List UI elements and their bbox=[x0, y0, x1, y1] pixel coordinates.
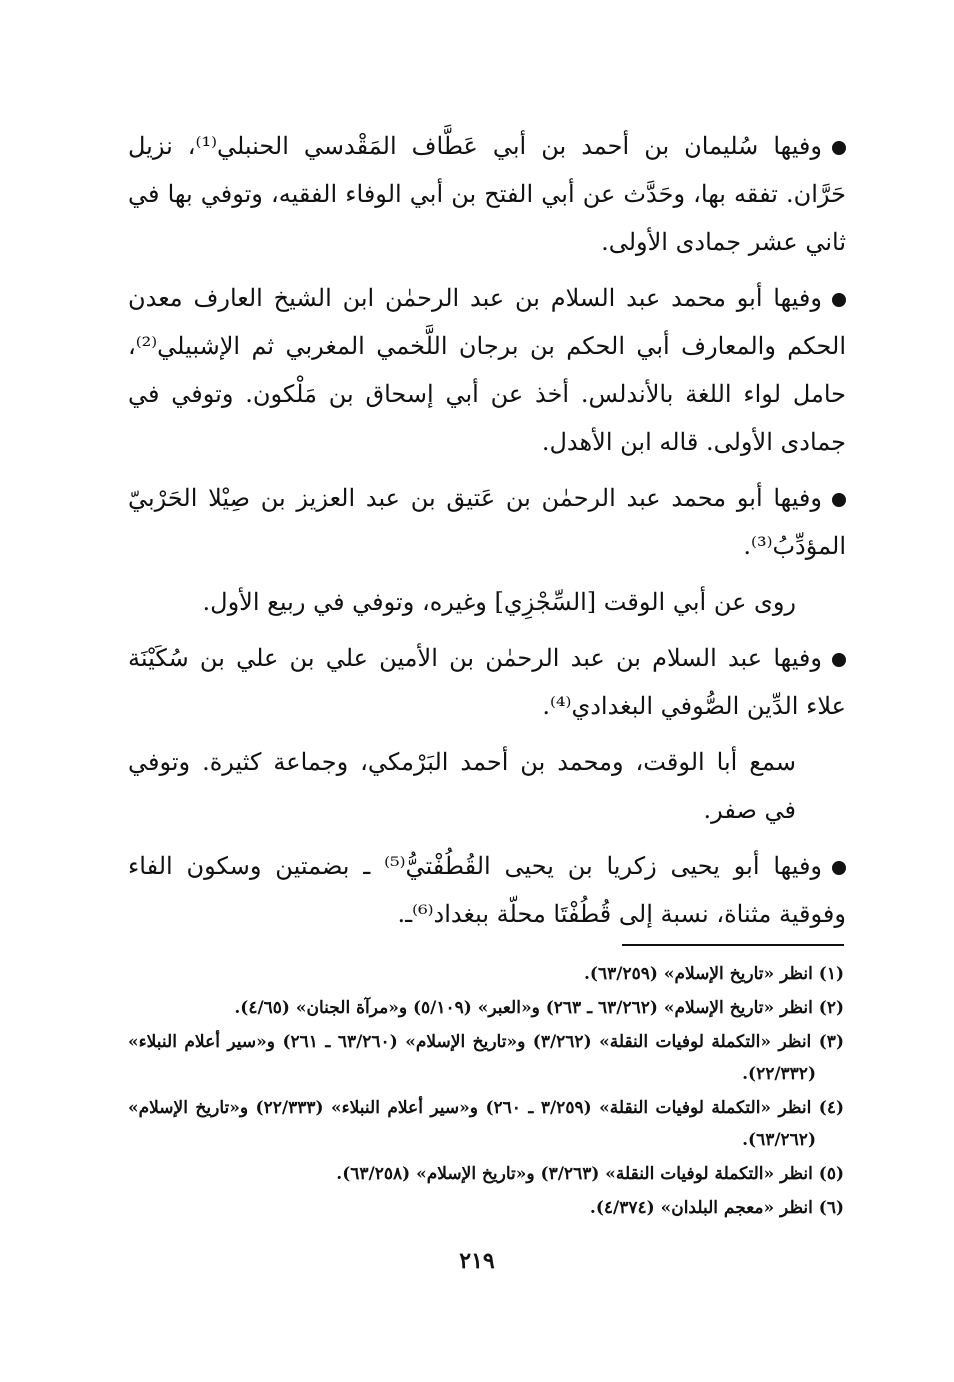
footnote: (٢) انظر «تاريخ الإسلام» (٦٣/٢٦٢ ـ ٢٦٣) و«العبر» (٥/١٠٩) و«مرآة الجنان» (٤/٦٥). bbox=[234, 998, 844, 1018]
entry-abd-al-salam-sukayna bbox=[128, 634, 846, 730]
footnote: (٦) انظر «معجم البلدان» (٤/٣٧٤). bbox=[589, 1198, 844, 1218]
footnote-divider bbox=[622, 944, 844, 946]
footnote: (٥) انظر «التكملة لوفيات النقلة» (٣/٢٦٣) و«تاريخ الإسلام» (٦٣/٢٥٨). bbox=[336, 1164, 844, 1184]
entry-text: وفيها أبو محمد عبد الرحمٰن بن عَتيق بن عبد العزيز بن صِيْلا الحَرْبيّ المؤدِّبُ⁽³⁾. bbox=[128, 484, 846, 560]
main-text bbox=[128, 122, 846, 946]
bullet-icon bbox=[832, 653, 846, 667]
footnotes bbox=[128, 958, 844, 1226]
entry-text: وفيها عبد السلام بن عبد الرحمٰن بن الأمين علي بن علي بن سُكَيْنَة علاء الدِّين الصُّوفي البغدادي⁽⁴⁾. bbox=[128, 644, 846, 720]
footnote: (٣) انظر «التكملة لوفيات النقلة» (٣/٢٦٢) و«تاريخ الإسلام» (٦٣/٢٦٠ ـ ٢٦١) و«سير أعلام النبلاء» (٢٢/٣٣٢). bbox=[128, 1032, 844, 1084]
bullet-icon bbox=[832, 293, 846, 307]
entry-zakariya-qutufti bbox=[128, 842, 846, 938]
entry-text: سمع أبا الوقت، ومحمد بن أحمد البَرْمكي، وجماعة كثيرة. وتوفي في صفر. bbox=[128, 748, 796, 824]
bullet-icon bbox=[832, 141, 846, 155]
entry-text: وفيها سُليمان بن أحمد بن أبي عَطَّاف المَقْدسي الحنبلي⁽¹⁾، نزيل حَرَّان. تفقه بها، وحَدَّث عن أبي الفتح بن أبي الوفاء الفقيه، وتوفي بها في ثاني عشر جمادى الأولى. bbox=[128, 132, 846, 256]
entry-continuation bbox=[128, 578, 846, 626]
bullet-icon bbox=[832, 493, 846, 507]
page-number: ٢١٩ bbox=[459, 1248, 495, 1274]
entry-text: وفيها أبو يحيى زكريا بن يحيى القُطُفْتيُّ⁽⁵⁾ ـ بضمتين وسكون الفاء وفوقية مثناة، نسبة إلى قُطُفْتَا محلّة ببغداد⁽⁶⁾ـ. bbox=[128, 852, 846, 928]
entry-abd-al-salam-barrajan bbox=[128, 274, 846, 466]
footnote: (٤) انظر «التكملة لوفيات النقلة» (٣/٢٥٩ ـ ٢٦٠) و«سير أعلام النبلاء» (٢٢/٣٣٣) و«تاريخ الإسلام» (٦٣/٢٦٢). bbox=[128, 1098, 845, 1150]
footnote: (١) انظر «تاريخ الإسلام» (٦٣/٢٥٩). bbox=[584, 964, 844, 984]
entry-continuation bbox=[128, 738, 846, 834]
bullet-icon bbox=[832, 861, 846, 875]
entry-sulayman bbox=[128, 122, 846, 266]
entry-abd-al-rahman-atiq bbox=[128, 474, 846, 570]
entry-text: روى عن أبي الوقت [السِّجْزِي] وغيره، وتوفي في ربيع الأول. bbox=[202, 588, 796, 616]
entry-text: وفيها أبو محمد عبد السلام بن عبد الرحمٰن ابن الشيخ العارف معدن الحكم والمعارف أبي الحكم بن برجان اللَّخمي المغربي ثم الإشبيلي⁽²⁾، حامل لواء اللغة بالأندلس. أخذ عن أبي إسحاق بن مَلْكون. وتوفي في جمادى الأولى. قاله ابن الأهدل. bbox=[128, 284, 846, 456]
